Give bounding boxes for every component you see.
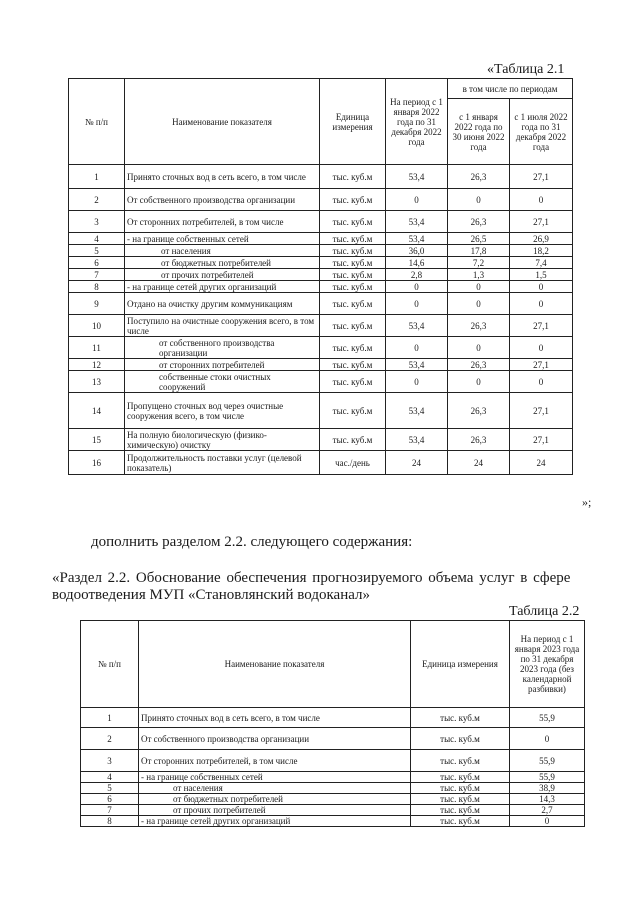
row-h1: 0	[448, 293, 510, 315]
row-number: 4	[69, 233, 125, 245]
row-number: 5	[81, 783, 139, 794]
row-number: 13	[69, 371, 125, 393]
section-title-line1: «Раздел 2.2. Обоснование обеспечения прогнозируемого объема услуг в сфере	[52, 570, 571, 586]
row-h2: 0	[510, 371, 573, 393]
t1-row	[69, 233, 573, 245]
row-h2: 27,1	[510, 393, 573, 429]
t2-row	[81, 728, 585, 750]
row-h2: 27,1	[510, 315, 573, 337]
row-number: 2	[69, 189, 125, 211]
row-total: 53,4	[386, 233, 448, 245]
row-total: 0	[510, 728, 585, 750]
row-unit: тыс. куб.м	[411, 805, 510, 816]
row-name: От собственного производства организации	[125, 189, 320, 211]
row-h2: 24	[510, 451, 573, 475]
row-number: 16	[69, 451, 125, 475]
row-total: 14,3	[510, 794, 585, 805]
t1-header-h2: с 1 июля 2022 года по 31 декабря 2022 года	[510, 99, 573, 165]
row-unit: тыс. куб.м	[320, 315, 386, 337]
row-total: 53,4	[386, 211, 448, 233]
table1-caption: «Таблица 2.1	[487, 62, 565, 77]
t1-row	[69, 315, 573, 337]
row-h1: 0	[448, 371, 510, 393]
row-name: от собственного производства организации	[125, 337, 320, 359]
row-unit: тыс. куб.м	[320, 165, 386, 189]
row-h1: 0	[448, 281, 510, 293]
row-total: 0	[386, 189, 448, 211]
row-unit: тыс. куб.м	[411, 750, 510, 772]
row-name: от населения	[125, 245, 320, 257]
row-total: 0	[510, 816, 585, 827]
t1-body	[69, 165, 573, 475]
row-unit: тыс. куб.м	[320, 269, 386, 281]
row-total: 0	[386, 371, 448, 393]
row-total: 24	[386, 451, 448, 475]
row-total: 14,6	[386, 257, 448, 269]
row-number: 7	[81, 805, 139, 816]
row-unit: тыс. куб.м	[320, 293, 386, 315]
row-h2: 18,2	[510, 245, 573, 257]
t2-header-unit: Единица измерения	[411, 621, 510, 708]
row-unit: тыс. куб.м	[320, 189, 386, 211]
t2-header-period: На период с 1 января 2023 года по 31 декабря 2023 года (без календарной разбивки)	[510, 621, 585, 708]
row-name: На полную биологическую (физико-химическую) очистку	[125, 429, 320, 451]
row-h2: 0	[510, 337, 573, 359]
row-name: - на границе сетей других организаций	[139, 816, 411, 827]
t1-row	[69, 269, 573, 281]
t2-row	[81, 708, 585, 728]
row-name: Продолжительность поставки услуг (целевой показатель)	[125, 451, 320, 475]
t2-header-num: № п/п	[81, 621, 139, 708]
row-unit: тыс. куб.м	[320, 257, 386, 269]
row-name: собственные стоки очистных сооружений	[125, 371, 320, 393]
row-unit: тыс. куб.м	[320, 211, 386, 233]
row-name: Принято сточных вод в сеть всего, в том числе	[139, 708, 411, 728]
row-h1: 26,3	[448, 393, 510, 429]
t2-header-name: Наименование показателя	[139, 621, 411, 708]
t1-row	[69, 189, 573, 211]
row-h1: 26,3	[448, 429, 510, 451]
t1-row	[69, 337, 573, 359]
row-h2: 26,9	[510, 233, 573, 245]
row-h1: 0	[448, 337, 510, 359]
row-number: 6	[69, 257, 125, 269]
t1-header-name: Наименование показателя	[125, 79, 320, 165]
t1-header-unit: Единица измерения	[320, 79, 386, 165]
t1-row	[69, 371, 573, 393]
t2-row	[81, 750, 585, 772]
row-number: 15	[69, 429, 125, 451]
row-total: 2,8	[386, 269, 448, 281]
t1-row	[69, 293, 573, 315]
t2-row	[81, 772, 585, 783]
row-name: от населения	[139, 783, 411, 794]
row-unit: тыс. куб.м	[411, 794, 510, 805]
row-number: 9	[69, 293, 125, 315]
row-number: 4	[81, 772, 139, 783]
row-total: 55,9	[510, 772, 585, 783]
row-h2: 27,1	[510, 359, 573, 371]
row-total: 2,7	[510, 805, 585, 816]
row-name: от бюджетных потребителей	[139, 794, 411, 805]
row-h1: 24	[448, 451, 510, 475]
instruction-text: дополнить разделом 2.2. следующего содержания:	[91, 534, 413, 550]
row-total: 0	[386, 281, 448, 293]
row-h2: 1,5	[510, 269, 573, 281]
table1	[68, 78, 573, 475]
row-name: От сторонних потребителей, в том числе	[125, 211, 320, 233]
row-h1: 17,8	[448, 245, 510, 257]
row-number: 2	[81, 728, 139, 750]
row-number: 11	[69, 337, 125, 359]
row-unit: тыс. куб.м	[320, 359, 386, 371]
row-unit: тыс. куб.м	[320, 429, 386, 451]
row-unit: тыс. куб.м	[320, 337, 386, 359]
t1-header-num: № п/п	[69, 79, 125, 165]
row-name: от бюджетных потребителей	[125, 257, 320, 269]
row-number: 8	[69, 281, 125, 293]
row-h1: 26,3	[448, 359, 510, 371]
t1-row	[69, 281, 573, 293]
t1-row	[69, 451, 573, 475]
t2-row	[81, 794, 585, 805]
row-name: Отдано на очистку другим коммуникациям	[125, 293, 320, 315]
t1-row	[69, 393, 573, 429]
row-total: 0	[386, 293, 448, 315]
row-unit: тыс. куб.м	[411, 816, 510, 827]
row-h1: 7,2	[448, 257, 510, 269]
row-unit: тыс. куб.м	[411, 708, 510, 728]
row-unit: тыс. куб.м	[320, 245, 386, 257]
row-total: 53,4	[386, 165, 448, 189]
row-h2: 27,1	[510, 211, 573, 233]
row-number: 7	[69, 269, 125, 281]
t2-row	[81, 816, 585, 827]
t1-row	[69, 429, 573, 451]
row-total: 38,9	[510, 783, 585, 794]
t1-row	[69, 165, 573, 189]
row-unit: тыс. куб.м	[320, 233, 386, 245]
row-name: от прочих потребителей	[139, 805, 411, 816]
row-h2: 0	[510, 189, 573, 211]
row-h1: 1,3	[448, 269, 510, 281]
row-h2: 27,1	[510, 429, 573, 451]
row-h1: 26,3	[448, 165, 510, 189]
row-name: Поступило на очистные сооружения всего, в том числе	[125, 315, 320, 337]
row-total: 36,0	[386, 245, 448, 257]
row-number: 1	[69, 165, 125, 189]
row-total: 53,4	[386, 393, 448, 429]
row-number: 10	[69, 315, 125, 337]
row-number: 14	[69, 393, 125, 429]
t1-header-h1: с 1 января 2022 года по 30 июня 2022 года	[448, 99, 510, 165]
row-number: 3	[69, 211, 125, 233]
row-h1: 26,3	[448, 211, 510, 233]
row-name: от прочих потребителей	[125, 269, 320, 281]
row-number: 5	[69, 245, 125, 257]
row-name: - на границе собственных сетей	[125, 233, 320, 245]
row-unit: тыс. куб.м	[411, 772, 510, 783]
row-total: 53,4	[386, 315, 448, 337]
section-title-line2: водоотведения МУП «Становлянский водоканал»	[52, 587, 371, 603]
t1-row	[69, 257, 573, 269]
t1-header-subperiods: в том числе по периодам	[448, 79, 573, 99]
row-total: 55,9	[510, 708, 585, 728]
t1-header-period: На период с 1 января 2022 года по 31 декабря 2022 года	[386, 79, 448, 165]
row-number: 3	[81, 750, 139, 772]
row-total: 53,4	[386, 429, 448, 451]
row-name: - на границе сетей других организаций	[125, 281, 320, 293]
row-total: 53,4	[386, 359, 448, 371]
t2-row	[81, 805, 585, 816]
t1-row	[69, 359, 573, 371]
row-total: 0	[386, 337, 448, 359]
table2	[80, 620, 585, 827]
row-h1: 26,5	[448, 233, 510, 245]
row-unit: тыс. куб.м	[411, 728, 510, 750]
row-unit: тыс. куб.м	[320, 371, 386, 393]
row-unit: час./день	[320, 451, 386, 475]
t2-body	[81, 708, 585, 827]
row-number: 12	[69, 359, 125, 371]
row-unit: тыс. куб.м	[320, 281, 386, 293]
row-name: Пропущено сточных вод через очистные сооружения всего, в том числе	[125, 393, 320, 429]
row-name: Принято сточных вод в сеть всего, в том числе	[125, 165, 320, 189]
row-name: От сторонних потребителей, в том числе	[139, 750, 411, 772]
row-total: 55,9	[510, 750, 585, 772]
row-h2: 27,1	[510, 165, 573, 189]
table1-closing: »;	[582, 495, 592, 509]
t1-row	[69, 211, 573, 233]
row-number: 6	[81, 794, 139, 805]
row-number: 8	[81, 816, 139, 827]
row-unit: тыс. куб.м	[320, 393, 386, 429]
row-name: от сторонних потребителей	[125, 359, 320, 371]
row-h2: 0	[510, 281, 573, 293]
t1-row	[69, 245, 573, 257]
row-number: 1	[81, 708, 139, 728]
row-h2: 7,4	[510, 257, 573, 269]
table2-caption: Таблица 2.2	[509, 604, 580, 619]
row-name: - на границе собственных сетей	[139, 772, 411, 783]
t2-row	[81, 783, 585, 794]
row-h1: 26,3	[448, 315, 510, 337]
row-h2: 0	[510, 293, 573, 315]
row-unit: тыс. куб.м	[411, 783, 510, 794]
row-h1: 0	[448, 189, 510, 211]
row-name: От собственного производства организации	[139, 728, 411, 750]
